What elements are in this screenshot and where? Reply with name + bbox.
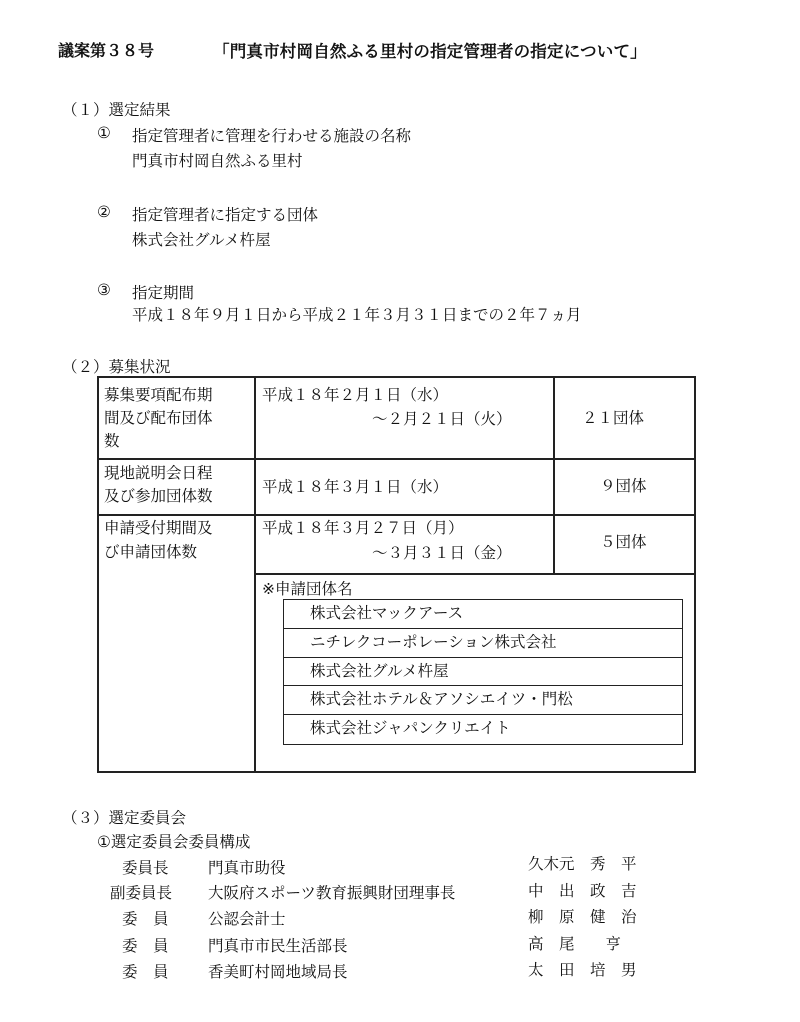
member-affiliation: 大阪府スポーツ教育振興財団理事長 <box>208 884 456 902</box>
row1-period-end: ～２月２１日（火） <box>372 410 512 428</box>
member-role: 委 員 <box>122 937 169 955</box>
section2-heading: （２）募集状況 <box>62 358 171 376</box>
item3-label: 指定期間 <box>132 284 195 302</box>
row1-label-line2: 間及び配布団体 <box>104 409 213 427</box>
member-affiliation: 門真市助役 <box>208 859 286 877</box>
row2-label-line2: 及び参加団体数 <box>104 487 213 505</box>
item1-number: ① <box>97 124 111 142</box>
section3-subheading: ①選定委員会委員構成 <box>97 833 251 851</box>
row2-period: 平成１８年３月１日（水） <box>262 478 449 496</box>
row1-count: ２１団体 <box>582 409 645 427</box>
row3-count: ５団体 <box>600 533 647 551</box>
row1-period-start: 平成１８年２月１日（水） <box>262 386 449 404</box>
row3-label-line1: 申請受付期間及 <box>104 519 213 537</box>
applicant-item: 株式会社グルメ杵屋 <box>284 658 682 687</box>
applicants-heading: ※申請団体名 <box>262 580 353 598</box>
row3-period-end: ～３月３１日（金） <box>372 544 512 562</box>
applicant-item: 株式会社ホテル＆アソシエイツ・門松 <box>284 686 682 715</box>
item3-value: 平成１８年９月１日から平成２１年３月３１日までの２年７ヵ月 <box>132 306 582 324</box>
section1-heading: （１）選定結果 <box>62 101 171 119</box>
applicant-item: 株式会社マックアース <box>284 600 682 629</box>
member-affiliation: 門真市市民生活部長 <box>208 937 348 955</box>
member-affiliation: 香美町村岡地域局長 <box>208 963 348 981</box>
member-name: 中 出 政 吉 <box>528 882 637 900</box>
member-name: 久木元 秀 平 <box>528 855 637 873</box>
section3-heading: （３）選定委員会 <box>62 809 187 827</box>
document-title: 「門真市村岡自然ふる里村の指定管理者の指定について」 <box>213 42 647 61</box>
item1-value: 門真市村岡自然ふる里村 <box>132 152 303 170</box>
row3-label-line2: び申請団体数 <box>104 543 198 561</box>
member-role: 委 員 <box>122 963 169 981</box>
applicant-item: ニチレクコーポレーション株式会社 <box>284 629 682 658</box>
member-name: 太 田 培 男 <box>528 961 637 979</box>
item2-label: 指定管理者に指定する団体 <box>132 206 319 224</box>
applicants-list <box>283 599 683 745</box>
item2-value: 株式会社グルメ杵屋 <box>132 231 271 249</box>
row1-label-line1: 募集要項配布期 <box>104 386 213 404</box>
item1-label: 指定管理者に管理を行わせる施設の名称 <box>132 127 412 145</box>
row3-period-start: 平成１８年３月２７日（月） <box>262 519 464 537</box>
applicant-item: 株式会社ジャパンクリエイト <box>310 719 511 738</box>
member-role: 委員長 <box>122 859 169 877</box>
member-role: 委 員 <box>122 910 169 928</box>
member-affiliation: 公認会計士 <box>208 910 286 928</box>
member-name: 高 尾 亨 <box>528 935 622 953</box>
row2-label-line1: 現地説明会日程 <box>104 464 213 482</box>
item2-number: ② <box>97 203 111 221</box>
row1-label-line3: 数 <box>104 432 120 450</box>
member-role: 副委員長 <box>110 884 173 902</box>
member-name: 柳 原 健 治 <box>528 908 637 926</box>
row2-count: ９団体 <box>600 477 647 495</box>
bill-number: 議案第３８号 <box>58 41 155 60</box>
item3-number: ③ <box>97 281 111 299</box>
